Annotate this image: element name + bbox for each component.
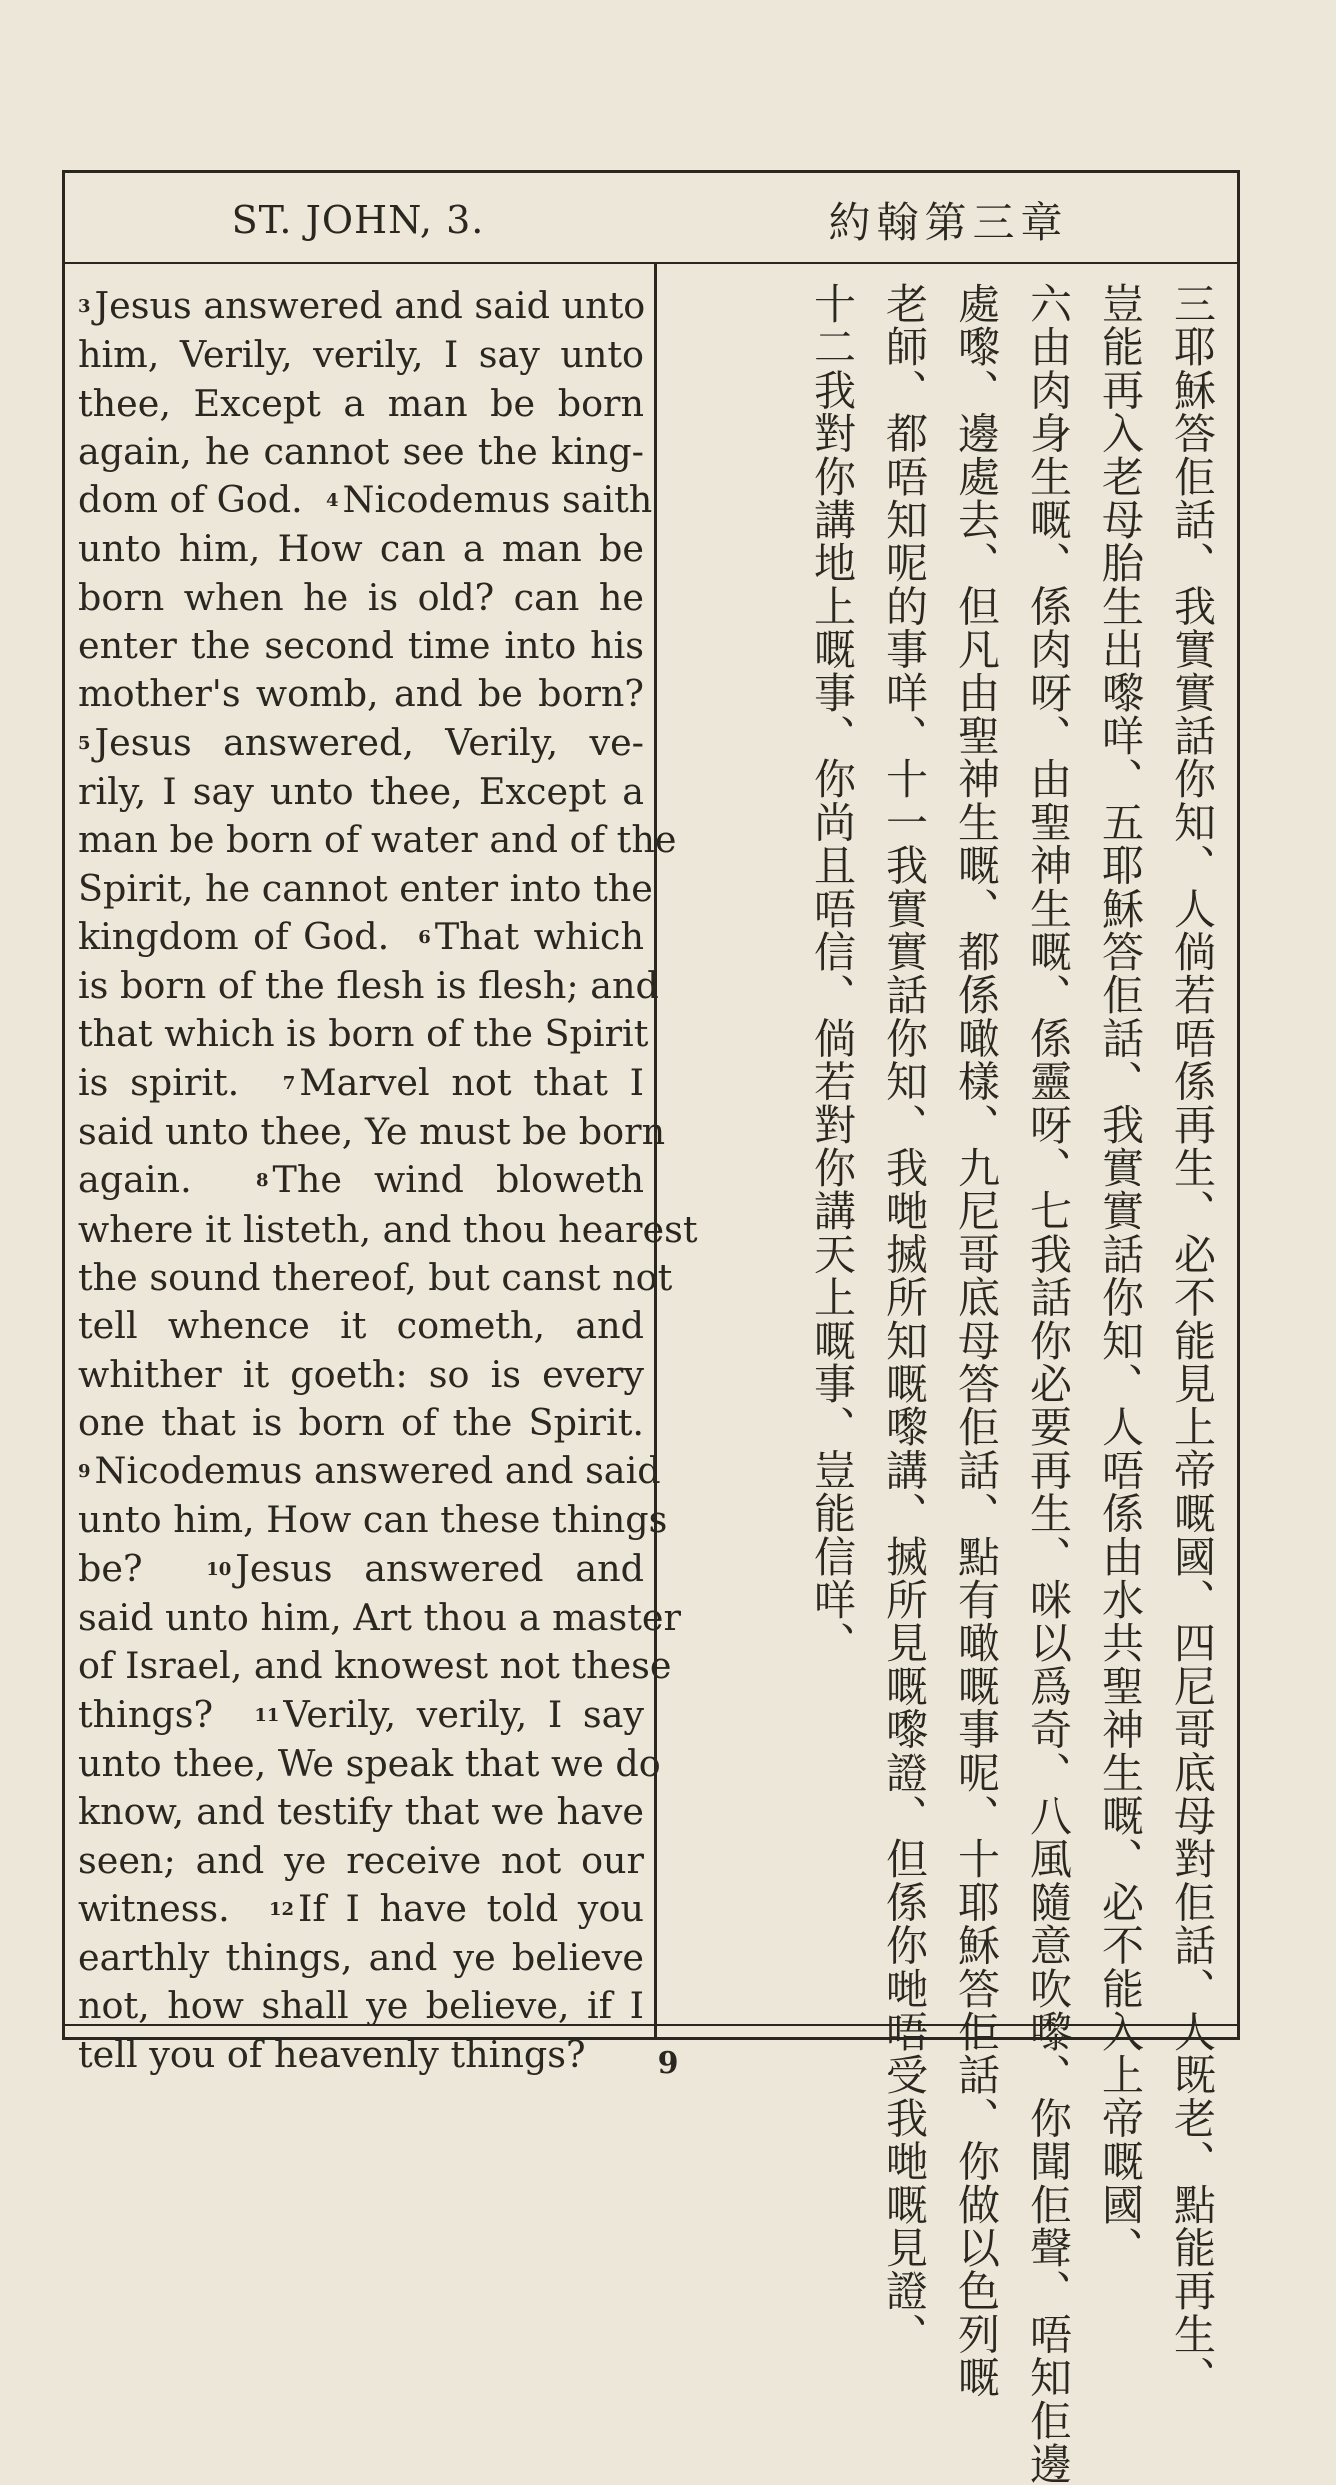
english-line	[78, 1885, 644, 1934]
english-line	[78, 816, 677, 864]
chinese-text-column	[672, 282, 1228, 2485]
english-line-text: thee, Except a man be born	[78, 381, 644, 425]
english-line-text: Nicodemus saith	[342, 478, 653, 522]
chinese-line: 豈能再入老母胎生出嚟咩、五耶穌答佢話、我實實話你知、人唔係由水共聖神生嘅、必不能入上帝嘅國、	[1096, 282, 1145, 2270]
english-line-text: him, Verily, verily, I say unto	[78, 333, 644, 377]
english-line-text: is spirit.	[78, 1060, 240, 1104]
english-line-text: again, he cannot see the king-	[78, 429, 644, 473]
english-line	[78, 865, 653, 913]
english-line	[78, 1642, 672, 1690]
english-line	[78, 1545, 644, 1594]
english-line-text: kingdom of God.	[78, 914, 390, 958]
english-line-text: Jesus answered and said unto	[94, 284, 646, 327]
english-line-text: of Israel, and knowest not these	[78, 1644, 672, 1688]
english-line	[78, 1934, 644, 1982]
chinese-line: 十二我對你講地上嘅事、你尚且唔信、倘若對你講天上嘅事、豈能信咩、	[808, 282, 857, 1665]
english-line	[78, 1496, 668, 1544]
english-line-text: If I have told you	[298, 1886, 644, 1930]
english-line	[78, 1982, 644, 2030]
english-line-text: that which is born of the Spirit	[78, 1012, 649, 1056]
english-line-text: said unto thee, Ye must be born	[78, 1110, 666, 1154]
running-header-chinese: 約翰第三章	[828, 198, 1069, 247]
english-line	[78, 525, 644, 573]
english-line-text: whither it goeth: so is every	[78, 1352, 644, 1396]
english-line	[78, 331, 644, 379]
verse-number: 10	[206, 1558, 232, 1580]
english-line-text: born when he is old? can he	[78, 575, 644, 619]
verse-number: 4	[325, 490, 339, 512]
english-line	[78, 1399, 644, 1447]
english-line-text: mother's womb, and be born?	[78, 672, 644, 716]
english-line	[78, 1010, 649, 1058]
english-line-text: tell whence it cometh, and	[78, 1304, 644, 1348]
english-line-text: witness.	[78, 1886, 230, 1930]
english-line-text: Spirit, he cannot enter into the	[78, 866, 653, 910]
english-line-text: enter the second time into his	[78, 624, 644, 668]
english-line	[78, 1302, 644, 1350]
english-line-text: unto him, How can these things	[78, 1498, 668, 1542]
english-line-text: said unto him, Art thou a master	[78, 1596, 681, 1640]
english-line-text: rily, I say unto thee, Except a	[78, 769, 644, 813]
english-line-text: Marvel not that I	[299, 1060, 644, 1104]
verse-number: 6	[418, 926, 431, 948]
chinese-line: 三耶穌答佢話、我實實話你知、人倘若唔係再生、必不能見上帝嘅國、四尼哥底母對佢話、人既老、點能再生、	[1168, 282, 1217, 2399]
english-line	[78, 1254, 673, 1302]
english-line-text: The wind bloweth	[272, 1158, 644, 1202]
english-line-text: one that is born of the Spirit.	[78, 1400, 644, 1444]
english-line	[78, 1837, 644, 1885]
english-line-text: the sound thereof, but canst not	[78, 1255, 673, 1299]
chinese-line: 處嚟、邊處去、但凡由聖神生嘅、都係噉樣、九尼哥底母答佢話、點有噉嘅事呢、十耶穌答佢話、你做以色列嘅	[952, 282, 1001, 2399]
verse-number: 8	[255, 1170, 269, 1192]
verse-number: 7	[282, 1072, 296, 1094]
english-line	[78, 1351, 644, 1399]
english-line	[78, 1691, 644, 1740]
header-divider	[62, 262, 1240, 264]
english-line-text: Jesus answered and	[235, 1546, 644, 1590]
english-line-text: man be born of water and of the	[78, 818, 677, 862]
verse-number: 5	[78, 732, 91, 754]
english-line-text: be?	[78, 1546, 143, 1590]
english-line	[78, 913, 644, 962]
english-line	[78, 622, 644, 670]
english-line	[78, 282, 644, 331]
english-line-text: again.	[78, 1158, 192, 1202]
english-line	[78, 380, 644, 428]
english-line	[78, 1108, 666, 1156]
english-line	[78, 1594, 681, 1642]
english-line-text: dom of God.	[78, 478, 303, 522]
english-line	[78, 719, 644, 768]
english-line-text: where it listeth, and thou hearest	[78, 1207, 698, 1251]
english-line-text: Jesus answered, Verily, ve-	[94, 720, 644, 764]
verse-number: 9	[78, 1461, 91, 1483]
english-line	[78, 1740, 661, 1788]
english-line-text: not, how shall ye believe, if I	[78, 1984, 644, 2028]
english-line-text: is born of the flesh is flesh; and	[78, 964, 659, 1008]
english-line	[78, 1788, 644, 1836]
english-line-text: seen; and ye receive not our	[78, 1838, 644, 1882]
english-line-text: Verily, verily, I say	[283, 1692, 644, 1736]
english-line	[78, 476, 653, 525]
english-line-text: Nicodemus answered and said	[94, 1449, 661, 1493]
english-line-text: That which	[434, 914, 644, 958]
verse-number: 12	[268, 1898, 295, 1920]
chinese-line: 六由肉身生嘅、係肉呀、由聖神生嘅、係靈呀、七我話你必要再生、咪以爲奇、八風隨意吹嚟、你聞佢聲、唔知佢邊	[1024, 282, 1073, 2485]
english-line	[78, 1447, 661, 1496]
english-line	[78, 670, 644, 718]
verse-number: 11	[254, 1704, 280, 1726]
english-line	[78, 428, 644, 476]
english-line-text: tell you of heavenly things?	[78, 2032, 586, 2076]
english-line-text: unto him, How can a man be	[78, 527, 644, 571]
english-line	[78, 768, 644, 816]
english-line	[78, 1059, 644, 1108]
verse-number: 3	[78, 296, 91, 317]
english-line	[78, 962, 659, 1010]
english-line-text: unto thee, We speak that we do	[78, 1741, 661, 1785]
english-line-text: earthly things, and ye believe	[78, 1936, 644, 1980]
page-number: 9	[657, 2046, 679, 2081]
english-line	[78, 1206, 698, 1254]
english-line	[78, 574, 644, 622]
english-line	[78, 1156, 644, 1205]
english-line-text: things?	[78, 1692, 214, 1736]
english-text-column	[78, 282, 698, 2076]
chinese-line: 老師、都唔知呢的事咩、十一我實實話你知、我哋搣所知嘅嚟講、搣所見嘅嚟證、但係你哋唔受我哋嘅見證、	[880, 282, 929, 2356]
running-header-english: ST. JOHN, 3.	[231, 198, 485, 242]
english-line-text: know, and testify that we have	[78, 1790, 644, 1834]
